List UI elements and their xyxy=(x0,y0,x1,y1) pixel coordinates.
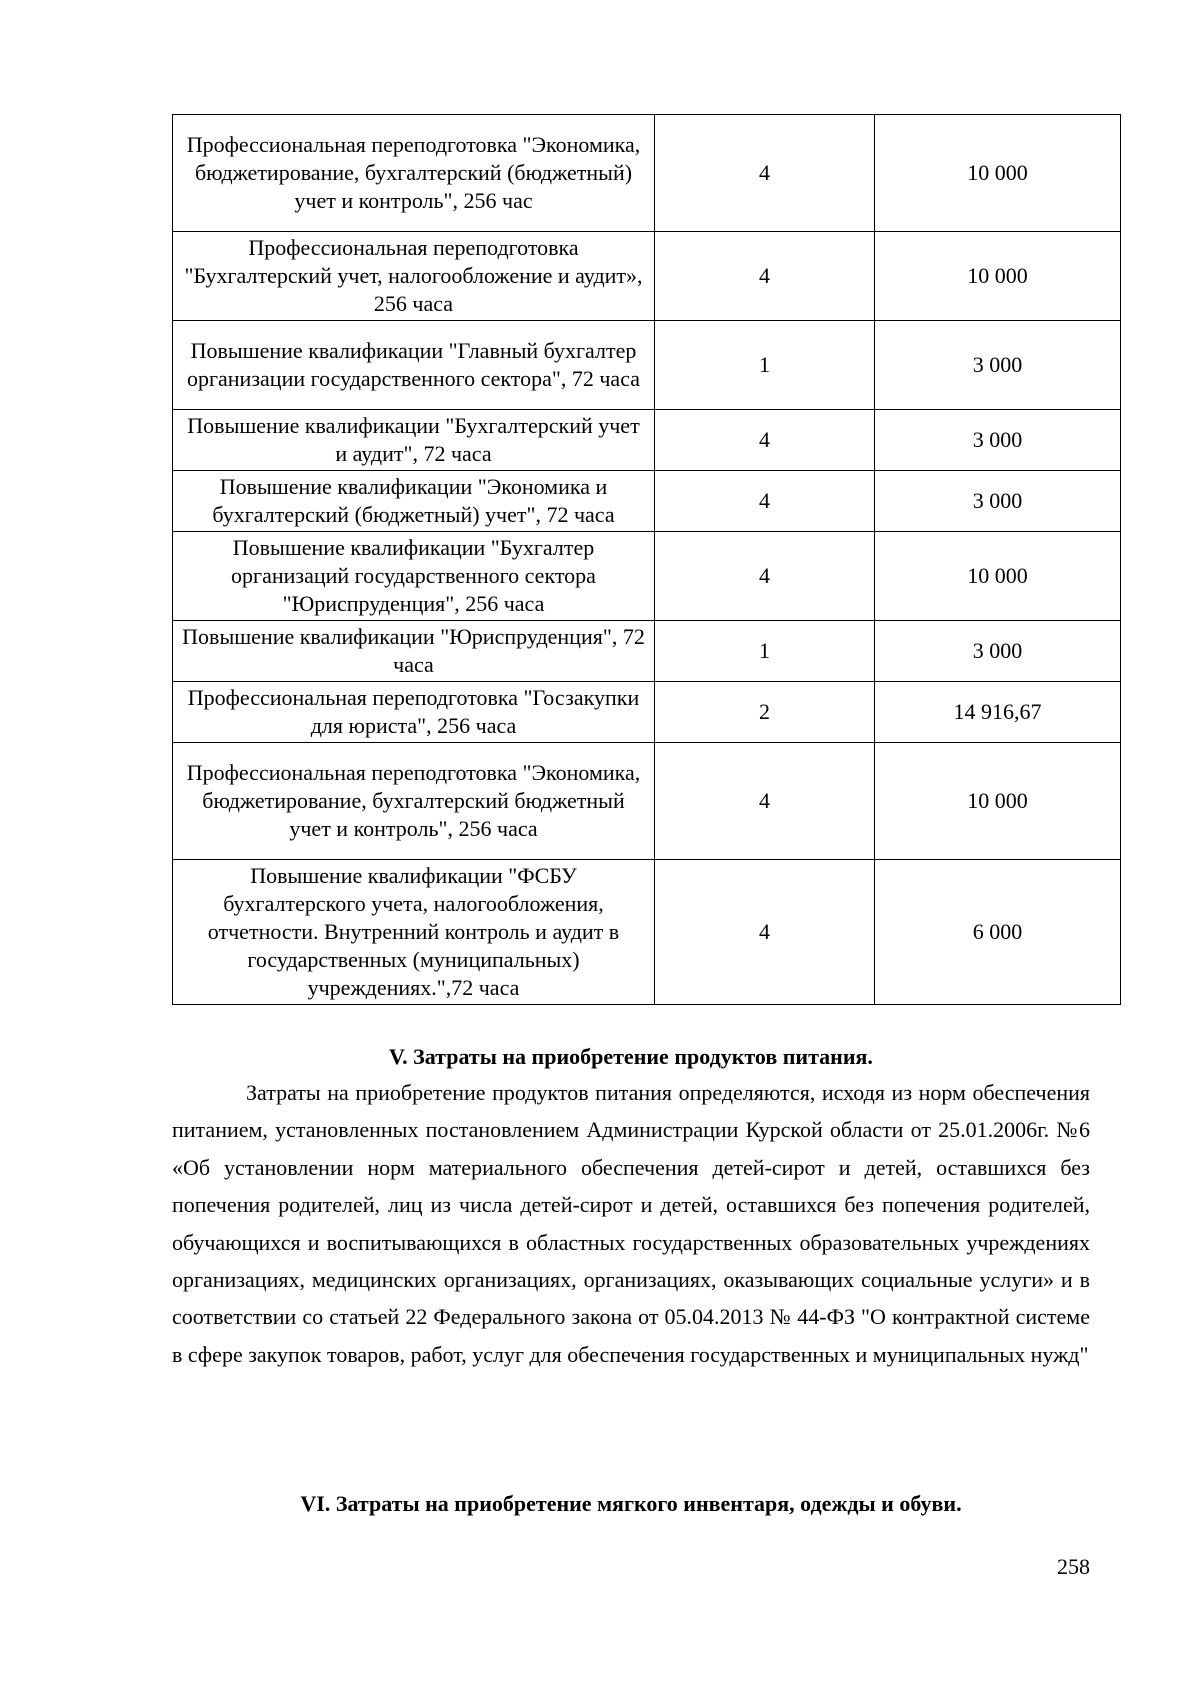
table-row xyxy=(173,410,1121,471)
quantity-cell: 4 xyxy=(655,471,875,532)
price-cell: 10 000 xyxy=(875,115,1121,232)
price-cell: 3 000 xyxy=(875,471,1121,532)
quantity-cell: 4 xyxy=(655,532,875,621)
section-6-heading: VI. Затраты на приобретение мягкого инвентаря, одежды и обуви. xyxy=(300,1491,962,1516)
price-cell: 3 000 xyxy=(875,621,1121,682)
section-5-heading: V. Затраты на приобретение продуктов питания. xyxy=(389,1044,873,1069)
price-cell: 10 000 xyxy=(875,743,1121,860)
training-costs-table xyxy=(172,114,1121,1005)
table-row xyxy=(173,471,1121,532)
quantity-cell: 2 xyxy=(655,682,875,743)
table-row xyxy=(173,743,1121,860)
table-row xyxy=(173,621,1121,682)
quantity-cell: 1 xyxy=(655,621,875,682)
table-row xyxy=(173,682,1121,743)
quantity-cell: 1 xyxy=(655,321,875,410)
course-name-cell: Профессиональная переподготовка "Бухгалтерский учет, налогообложение и аудит», 256 часа xyxy=(173,232,655,321)
course-name-cell: Повышение квалификации "Главный бухгалтер организации государственного сектора", 72 часа xyxy=(173,321,655,410)
course-name-cell: Повышение квалификации "Бухгалтер организаций государственного сектора "Юриспруденция", 256 часа xyxy=(173,532,655,621)
page-number: 258 xyxy=(1057,1554,1090,1579)
course-name-cell: Профессиональная переподготовка "Госзакупки для юриста", 256 часа xyxy=(173,682,655,743)
section-5-paragraph: Затраты на приобретение продуктов питания определяются, исходя из норм обеспечения питанием, установленных постановлением Администрации Курской области от 25.01.2006г. №6 «Об установлении норм материального обеспечения детей-сирот и детей, оставшихся без попечения родителей, лиц из числа детей-сирот и детей, оставшихся без попечения родителей, обучающихся и воспитывающихся в областных государственных образовательных учреждениях организациях, медицинских организациях, организациях, оказывающих социальные услуги» и в соответствии со статьей 22 Федерального закона от 05.04.2013 № 44-ФЗ "О контрактной системе в сфере закупок товаров, работ, услуг для обеспечения государственных и муниципальных нужд" xyxy=(172,1080,1090,1367)
quantity-cell: 4 xyxy=(655,410,875,471)
course-name-cell: Профессиональная переподготовка "Экономика, бюджетирование, бухгалтерский бюджетный учет и контроль", 256 часа xyxy=(173,743,655,860)
table-row xyxy=(173,115,1121,232)
course-name-cell: Повышение квалификации "Бухгалтерский учет и аудит", 72 часа xyxy=(173,410,655,471)
table-row xyxy=(173,232,1121,321)
quantity-cell: 4 xyxy=(655,232,875,321)
course-name-cell: Повышение квалификации "Юриспруденция", 72 часа xyxy=(173,621,655,682)
price-cell: 6 000 xyxy=(875,860,1121,1005)
quantity-cell: 4 xyxy=(655,860,875,1005)
table-row xyxy=(173,321,1121,410)
course-name-cell: Повышение квалификации "ФСБУ бухгалтерского учета, налогообложения, отчетности. Внутренний контроль и аудит в государственных (муниципальных) учреждениях.",72 часа xyxy=(173,860,655,1005)
course-name-cell: Профессиональная переподготовка "Экономика, бюджетирование, бухгалтерский (бюджетный) учет и контроль", 256 час xyxy=(173,115,655,232)
quantity-cell: 4 xyxy=(655,743,875,860)
course-name-cell: Повышение квалификации "Экономика и бухгалтерский (бюджетный) учет", 72 часа xyxy=(173,471,655,532)
price-cell: 14 916,67 xyxy=(875,682,1121,743)
table-row xyxy=(173,532,1121,621)
quantity-cell: 4 xyxy=(655,115,875,232)
price-cell: 10 000 xyxy=(875,532,1121,621)
table-row xyxy=(173,860,1121,1005)
price-cell: 3 000 xyxy=(875,321,1121,410)
price-cell: 10 000 xyxy=(875,232,1121,321)
price-cell: 3 000 xyxy=(875,410,1121,471)
